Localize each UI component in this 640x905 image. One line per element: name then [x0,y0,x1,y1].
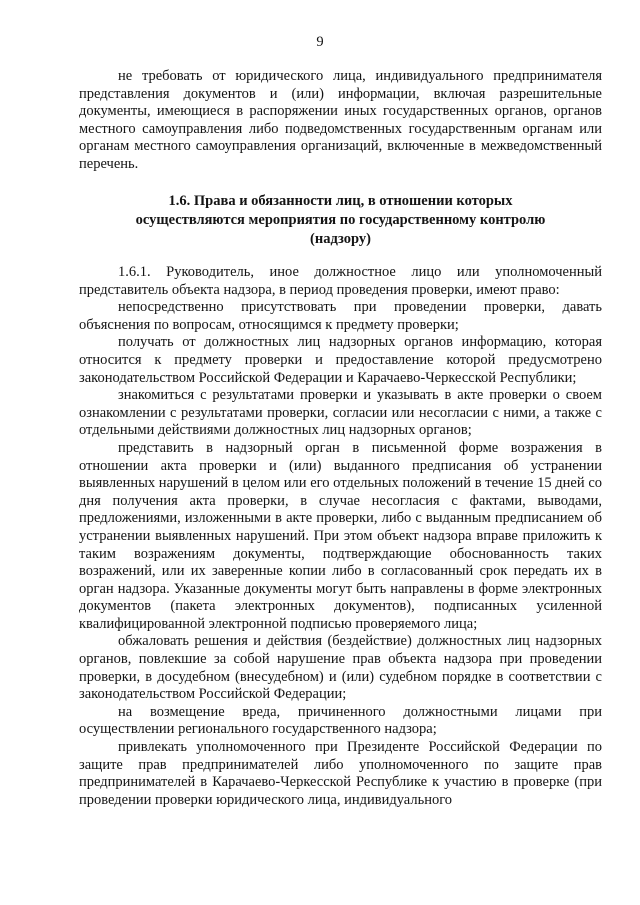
intro-paragraph: не требовать от юридического лица, индивидуального предпринимателя представления документов и (или) информации, включая разрешительные документы, имеющиеся в распоряжении иных государственных органов, органов местного самоуправления либо подведомственных государственным органам или органам местного самоуправления организаций, включенные в межведомственный перечень. [79,68,602,172]
intro-section [79,68,602,174]
paragraph: на возмещение вреда, причиненного должностными лицами при осуществлении регионального государственного надзора; [79,703,602,738]
paragraph: знакомиться с результатами проверки и указывать в акте проверки о своем ознакомлении с результатами проверки, согласии или несогласии с ними, а также с отдельными действиями должностных лиц надзорных органов; [79,387,602,439]
section-heading [79,192,602,249]
heading-line-1: 1.6. Права и обязанности лиц, в отношении которых [168,193,513,209]
heading-line-3: (надзору) [310,231,371,247]
heading-line-2: осуществляются мероприятия по государственному контролю [135,212,546,228]
paragraph: обжаловать решения и действия (бездействие) должностных лиц надзорных органов, повлекшие за собой нарушение прав объекта надзора при проведении проверки, в досудебном (внесудебном) и (или) судебном порядке в соответствии с законодательством Российской Федерации; [79,633,602,703]
paragraph: 1.6.1. Руководитель, иное должностное лицо или уполномоченный представитель объекта надзора, в период проведения проверки, имеют право: [79,264,602,298]
body-section [79,264,602,809]
paragraph: представить в надзорный орган в письменной форме возражения в отношении акта проверки и (или) выданного предписания об устранении выявленных нарушений в целом или его отдельных положений в течение 15 дней со дня получения акта проверки, в случае несогласия с фактами, выводами, предложениями, изложенными в акте проверки, либо с выданным предписанием об устранении выявленных нарушений. При этом объект надзора вправе приложить к таким возражениям документы, подтверждающие обоснованность таких возражений, или их заверенные копии либо в согласованный срок передать их в орган надзора. Указанные документы могут быть направлены в форме электронных документов (пакета электронных документов), подписанных усиленной квалифицированной электронной подписью проверяемого лица; [79,439,602,632]
paragraph: привлекать уполномоченного при Президенте Российской Федерации по защите прав предпринимателей либо уполномоченного по защите прав предпринимателей в Карачаево-Черкесской Республике к участию в проверке (при проведении проверки юридического лица, индивидуального [79,739,602,808]
paragraph: получать от должностных лиц надзорных органов информацию, которая относится к предмету проверки и предоставление которой предусмотрено законодательством Российской Федерации и Карачаево-Черкесской Республики; [79,334,602,386]
page-number: 9 [316,34,324,50]
paragraph: непосредственно присутствовать при проведении проверки, давать объяснения по вопросам, относящимся к предмету проверки; [79,299,602,333]
